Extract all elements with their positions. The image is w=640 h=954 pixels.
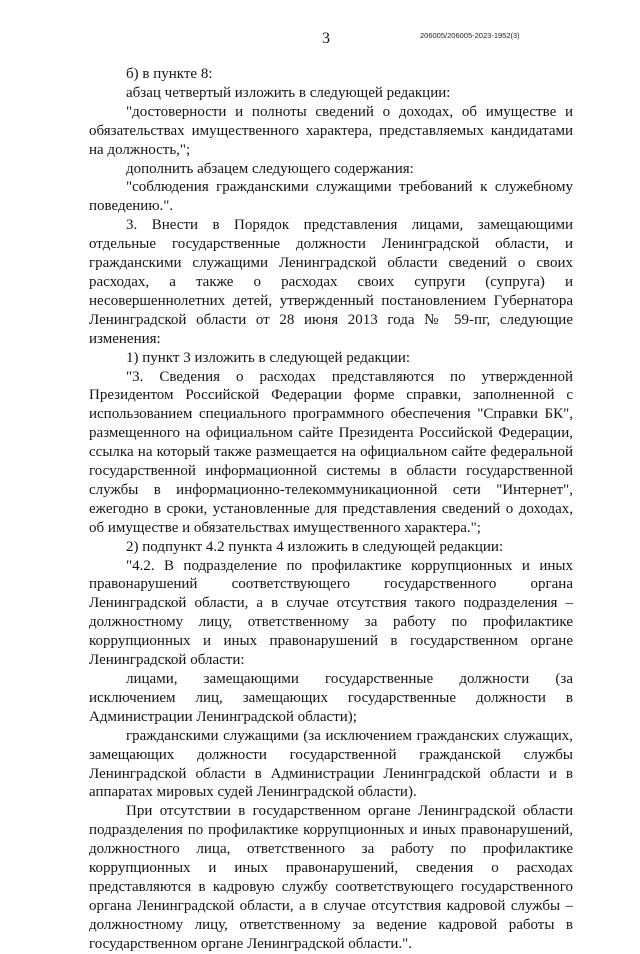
paragraph-section-3: 3. Внести в Порядок представления лицами, замещающими отдельные государственные должности Ленинградской области, и гражданскими служащими Ленинградской области сведений о своих расходах, а также о расходах своих супруги (супруга) и несовершеннолетних детей, утвержденный постановлением Губернатора Ленинградской области от 28 июня 2013 года № 59-пг, следующие изменения: <box>89 217 573 347</box>
paragraph-quote-4-2: "4.2. В подразделение по профилактике коррупционных и иных правонарушений соответствующего государственного органа Ленинградской области, а в случае отсутствия такого подразделения – должностному лицу, ответственному за работу по профилактике коррупционных и иных правонарушений в государственном органе Ленинградской области: <box>89 557 573 669</box>
paragraph-quote-reliability: "достоверности и полноты сведений о доходах, об имуществе и обязательствах имущественного характера, представляемых кандидатами на должность,"; <box>89 103 573 158</box>
paragraph-abzac-instruction: абзац четвертый изложить в следующей редакции: <box>126 84 451 101</box>
paragraph-point-2: 2) подпункт 4.2 пункта 4 изложить в следующей редакции: <box>126 538 504 555</box>
document-body <box>89 65 573 954</box>
document-id: 206005/206005-2023-1952(3) <box>420 31 520 40</box>
paragraph-point-1: 1) пункт 3 изложить в следующей редакции: <box>126 349 411 366</box>
paragraph-persons-state-positions: лицами, замещающими государственные должности (за исключением лиц, замещающих государственные должности в Администрации Ленинградской области); <box>89 671 573 725</box>
paragraph-quote-point-3: "3. Сведения о расходах представляются по утвержденной Президентом Российской Федерации форме справки, заполненной с использованием специального программного обеспечения "Справки БК", размещенного на официальном сайте Президента Российской Федерации, ссылка на который также размещается на официальном сайте федеральной государственной информационной системы в области государственной службы в информационно-телекоммуникационной сети "Интернет", ежегодно в сроки, установленные для представления сведений о доходах, об имуществе и обязательствах имущественного характера."; <box>89 368 573 536</box>
paragraph-quote-behavior: "соблюдения гражданскими служащими требований к служебному поведению.". <box>89 179 573 215</box>
page-number: 3 <box>322 30 330 47</box>
paragraph-civil-servants: гражданскими служащими (за исключением гражданских служащих, замещающих должности государственной гражданской службы Ленинградской области в Администрации Ленинградской области и в аппаратах мировых судей Ленинградской области). <box>89 727 573 801</box>
paragraph-absence-of-subdivision: При отсутствии в государственном органе Ленинградской области подразделения по профилактике коррупционных и иных правонарушений, должностного лица, ответственного за работу по профилактике коррупционных и иных правонарушений, сведения о расходах представляются в кадровую службу соответствующего государственного органа Ленинградской области, а в случае отсутствия кадровой службы – должностному лицу, ответственному за ведение кадровой работы в государственном органе Ленинградской области.". <box>89 803 573 952</box>
paragraph-add-abzac: дополнить абзацем следующего содержания: <box>126 160 414 177</box>
paragraph-item-b: б) в пункте 8: <box>126 66 213 82</box>
